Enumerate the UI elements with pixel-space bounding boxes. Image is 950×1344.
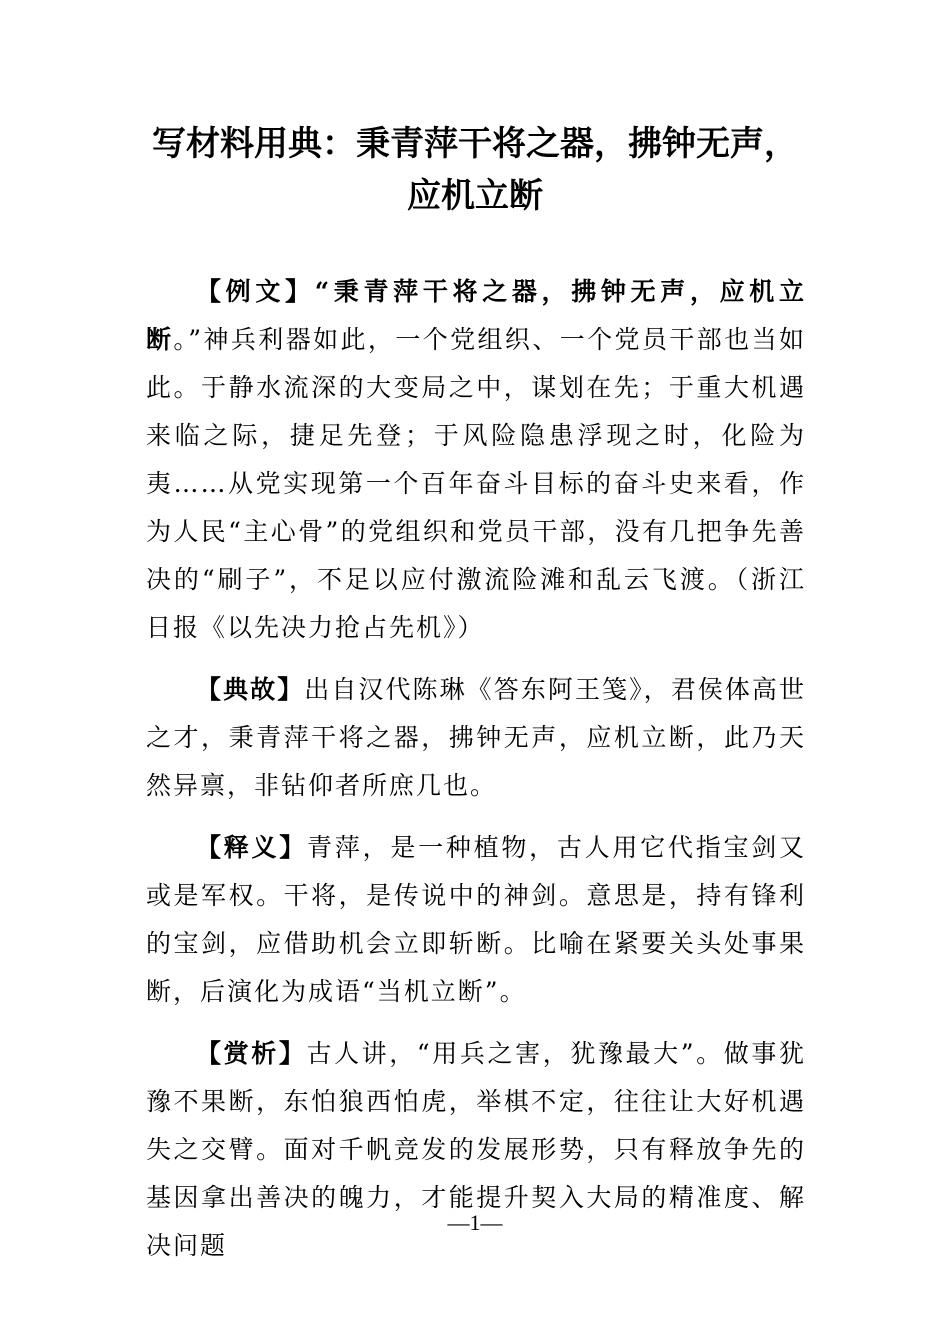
allusion-paragraph	[146, 666, 806, 810]
example-quote: “秉青萍干将之器，拂钟无声，应机立断	[146, 277, 806, 354]
meaning-tag: 【释义】	[196, 833, 308, 862]
meaning-text: 青萍，是一种植物，古人用它代指宝剑又或是军权。干将，是传说中的神剑。意思是，持有锋利的宝剑，应借助机会立即斩断。比喻在紧要关头处事果断，后演化为成语“当机立断”。	[146, 833, 806, 1006]
allusion-tag: 【典故】	[196, 675, 305, 704]
document-title: 写材料用典：秉青萍干将之器，拂钟无声，应机立断	[152, 124, 798, 216]
meaning-paragraph	[146, 824, 806, 1016]
document-body	[146, 268, 806, 1284]
example-tag: 【例文】	[196, 277, 315, 306]
example-text: 。”神兵利器如此，一个党组织、一个党员干部也当如此。于静水流深的大变局之中，谋划在先；于重大机遇来临之际，捷足先登；于风险隐患浮现之时，化险为夷……从党实现第一个百年奋斗目标的奋斗史来看，作为人民“主心骨”的党组织和党员干部，没有几把争先善决的“刷子”，不足以应付激流险滩和乱云飞渡。（浙江日报《以先决力抢占先机》）	[146, 325, 806, 642]
appreciation-text: 古人讲，“用兵之害，犹豫最大”。做事犹豫不果断，东怕狼西怕虎，举棋不定，往往让大好机遇失之交臂。面对千帆竞发的发展形势，只有释放争先的基因拿出善决的魄力，才能提升契入大局的精准度、解决问题	[146, 1039, 806, 1260]
allusion-text: 出自汉代陈琳《答东阿王笺》，君侯体高世之才，秉青萍干将之器，拂钟无声，应机立断，此乃天然异禀，非钻仰者所庶几也。	[146, 675, 806, 800]
example-paragraph	[146, 268, 806, 652]
appreciation-tag: 【赏析】	[196, 1039, 307, 1068]
page-number: —1—	[447, 1210, 503, 1235]
